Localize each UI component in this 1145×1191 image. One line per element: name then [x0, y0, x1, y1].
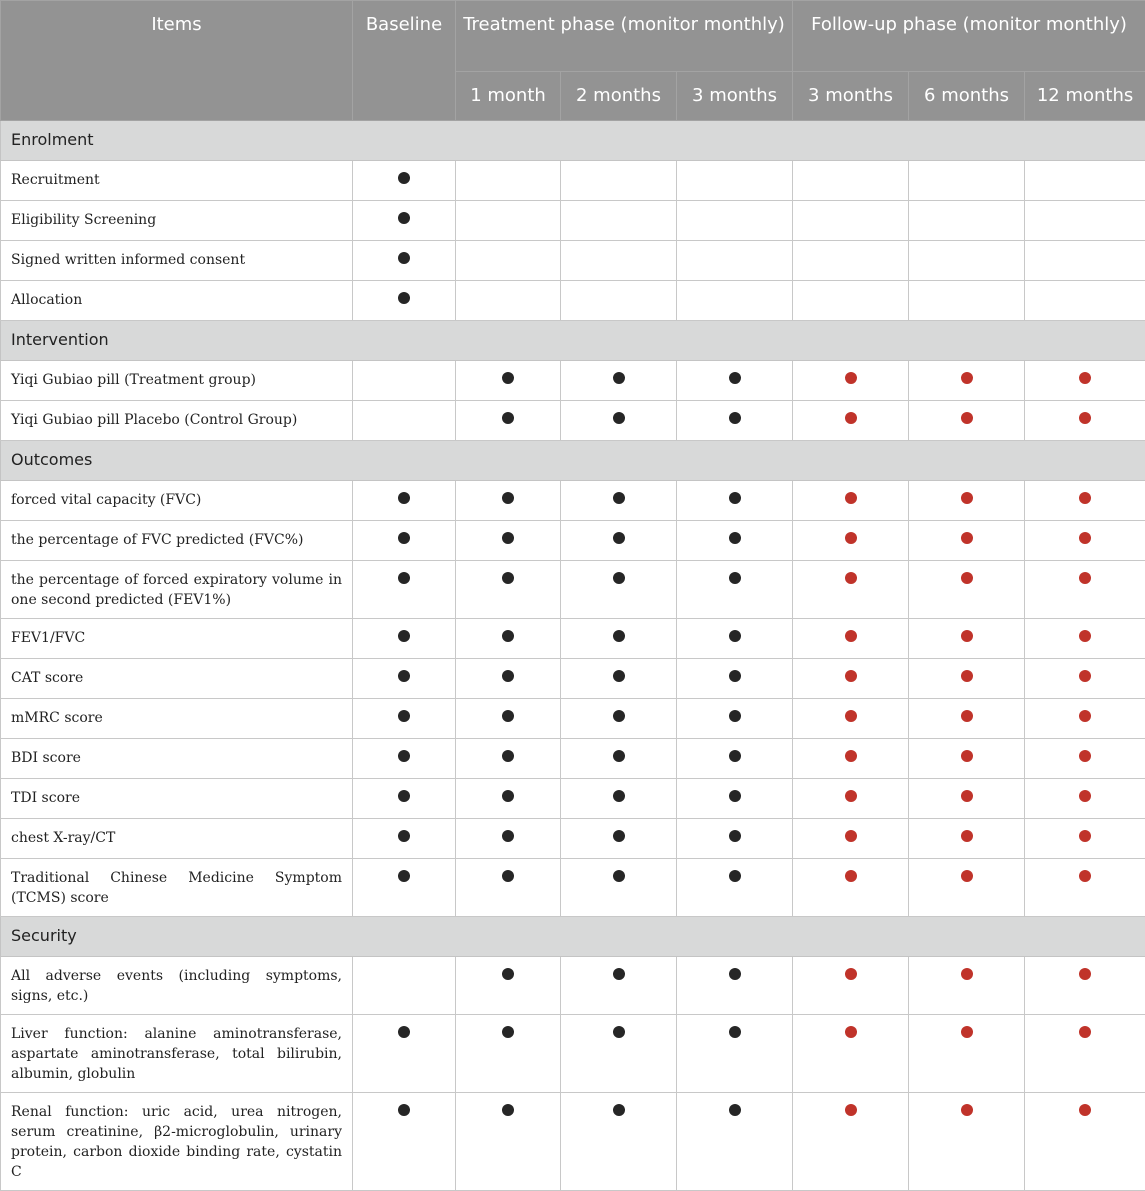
red-dot-icon [845, 670, 857, 682]
cell-treatment-1-month [456, 561, 561, 619]
red-dot-icon [961, 1026, 973, 1038]
cell-treatment-3-months [677, 481, 793, 521]
cell-treatment-2-months [561, 361, 677, 401]
red-dot-icon [845, 1026, 857, 1038]
black-dot-icon [398, 870, 410, 882]
cell-treatment-3-months [677, 561, 793, 619]
cell-treatment-2-months [561, 739, 677, 779]
header-followup-phase: Follow-up phase (monitor monthly) [793, 1, 1145, 72]
cell-treatment-2-months [561, 281, 677, 321]
cell-baseline [353, 1093, 456, 1191]
red-dot-icon [961, 790, 973, 802]
black-dot-icon [502, 750, 514, 762]
cell-baseline [353, 161, 456, 201]
black-dot-icon [398, 212, 410, 224]
red-dot-icon [1079, 412, 1091, 424]
black-dot-icon [398, 1104, 410, 1116]
cell-followup-12-months [1025, 161, 1145, 201]
black-dot-icon [398, 750, 410, 762]
black-dot-icon [729, 790, 741, 802]
red-dot-icon [961, 830, 973, 842]
cell-baseline [353, 481, 456, 521]
header-followup-12-months: 12 months [1025, 72, 1145, 121]
black-dot-icon [729, 870, 741, 882]
table-row [1, 521, 1145, 561]
black-dot-icon [729, 750, 741, 762]
black-dot-icon [398, 292, 410, 304]
black-dot-icon [613, 630, 625, 642]
item-label: forced vital capacity (FVC) [1, 481, 353, 521]
black-dot-icon [613, 1104, 625, 1116]
cell-followup-3-months [793, 619, 909, 659]
cell-treatment-3-months [677, 1015, 793, 1093]
black-dot-icon [729, 670, 741, 682]
cell-followup-6-months [909, 619, 1025, 659]
cell-followup-12-months [1025, 819, 1145, 859]
cell-treatment-3-months [677, 241, 793, 281]
black-dot-icon [502, 790, 514, 802]
item-label: TDI score [1, 779, 353, 819]
section-row [1, 441, 1145, 481]
cell-followup-12-months [1025, 957, 1145, 1015]
cell-followup-3-months [793, 1015, 909, 1093]
black-dot-icon [398, 252, 410, 264]
table-row [1, 561, 1145, 619]
header-treatment-phase: Treatment phase (monitor monthly) [456, 1, 793, 72]
black-dot-icon [613, 532, 625, 544]
red-dot-icon [961, 750, 973, 762]
cell-followup-6-months [909, 561, 1025, 619]
item-label: Renal function: uric acid, urea nitrogen, serum creatinine, β2-microglobulin, urinary protein, carbon dioxide binding rate, cystatin C [1, 1093, 353, 1191]
cell-followup-12-months [1025, 481, 1145, 521]
item-label: Yiqi Gubiao pill Placebo (Control Group) [1, 401, 353, 441]
cell-treatment-2-months [561, 561, 677, 619]
black-dot-icon [502, 492, 514, 504]
cell-baseline [353, 859, 456, 917]
item-label: Yiqi Gubiao pill (Treatment group) [1, 361, 353, 401]
cell-treatment-2-months [561, 481, 677, 521]
cell-treatment-2-months [561, 619, 677, 659]
item-label: the percentage of forced expiratory volume in one second predicted (FEV1%) [1, 561, 353, 619]
red-dot-icon [1079, 630, 1091, 642]
cell-treatment-2-months [561, 779, 677, 819]
cell-followup-12-months [1025, 1093, 1145, 1191]
red-dot-icon [961, 532, 973, 544]
cell-followup-12-months [1025, 699, 1145, 739]
black-dot-icon [613, 870, 625, 882]
item-label: chest X-ray/CT [1, 819, 353, 859]
red-dot-icon [961, 968, 973, 980]
cell-followup-6-months [909, 481, 1025, 521]
cell-followup-6-months [909, 241, 1025, 281]
cell-treatment-1-month [456, 281, 561, 321]
cell-followup-6-months [909, 957, 1025, 1015]
cell-baseline [353, 779, 456, 819]
cell-treatment-2-months [561, 859, 677, 917]
cell-followup-12-months [1025, 521, 1145, 561]
cell-followup-6-months [909, 779, 1025, 819]
header-treatment-3-months: 3 months [677, 72, 793, 121]
black-dot-icon [613, 670, 625, 682]
black-dot-icon [502, 1026, 514, 1038]
header-items: Items [1, 1, 353, 121]
cell-baseline [353, 561, 456, 619]
table-row [1, 819, 1145, 859]
cell-treatment-1-month [456, 619, 561, 659]
black-dot-icon [729, 968, 741, 980]
red-dot-icon [845, 372, 857, 384]
cell-followup-6-months [909, 739, 1025, 779]
red-dot-icon [1079, 1026, 1091, 1038]
black-dot-icon [613, 492, 625, 504]
red-dot-icon [845, 870, 857, 882]
black-dot-icon [613, 750, 625, 762]
black-dot-icon [398, 532, 410, 544]
cell-treatment-3-months [677, 957, 793, 1015]
black-dot-icon [398, 670, 410, 682]
red-dot-icon [961, 572, 973, 584]
cell-treatment-2-months [561, 1015, 677, 1093]
red-dot-icon [961, 372, 973, 384]
cell-treatment-1-month [456, 161, 561, 201]
black-dot-icon [398, 710, 410, 722]
red-dot-icon [961, 412, 973, 424]
cell-followup-3-months [793, 699, 909, 739]
cell-treatment-3-months [677, 1093, 793, 1191]
black-dot-icon [729, 1026, 741, 1038]
black-dot-icon [729, 572, 741, 584]
black-dot-icon [502, 1104, 514, 1116]
cell-followup-12-months [1025, 281, 1145, 321]
red-dot-icon [1079, 532, 1091, 544]
cell-followup-6-months [909, 859, 1025, 917]
red-dot-icon [845, 710, 857, 722]
cell-baseline [353, 819, 456, 859]
black-dot-icon [502, 710, 514, 722]
cell-followup-12-months [1025, 201, 1145, 241]
cell-followup-6-months [909, 659, 1025, 699]
table-header [1, 1, 1145, 121]
item-label: Allocation [1, 281, 353, 321]
black-dot-icon [729, 492, 741, 504]
table-row [1, 739, 1145, 779]
cell-followup-6-months [909, 361, 1025, 401]
item-label: mMRC score [1, 699, 353, 739]
cell-baseline [353, 619, 456, 659]
red-dot-icon [961, 710, 973, 722]
item-label: Liver function: alanine aminotransferase, aspartate aminotransferase, total bilirubin, albumin, globulin [1, 1015, 353, 1093]
cell-baseline [353, 957, 456, 1015]
cell-treatment-2-months [561, 819, 677, 859]
cell-followup-3-months [793, 957, 909, 1015]
red-dot-icon [1079, 968, 1091, 980]
black-dot-icon [502, 372, 514, 384]
black-dot-icon [398, 830, 410, 842]
cell-treatment-2-months [561, 201, 677, 241]
item-label: CAT score [1, 659, 353, 699]
table-row [1, 481, 1145, 521]
black-dot-icon [502, 968, 514, 980]
cell-treatment-1-month [456, 699, 561, 739]
table-row [1, 659, 1145, 699]
section-row [1, 321, 1145, 361]
cell-treatment-3-months [677, 819, 793, 859]
cell-followup-12-months [1025, 361, 1145, 401]
black-dot-icon [729, 532, 741, 544]
item-label: the percentage of FVC predicted (FVC%) [1, 521, 353, 561]
cell-treatment-2-months [561, 957, 677, 1015]
black-dot-icon [613, 572, 625, 584]
cell-followup-3-months [793, 241, 909, 281]
table-row [1, 1015, 1145, 1093]
red-dot-icon [1079, 870, 1091, 882]
section-title: Security [1, 917, 1145, 957]
cell-treatment-3-months [677, 659, 793, 699]
item-label: Recruitment [1, 161, 353, 201]
red-dot-icon [1079, 710, 1091, 722]
table-row [1, 1093, 1145, 1191]
section-title: Enrolment [1, 121, 1145, 161]
cell-followup-12-months [1025, 401, 1145, 441]
header-followup-6-months: 6 months [909, 72, 1025, 121]
table-row [1, 401, 1145, 441]
red-dot-icon [1079, 372, 1091, 384]
table-row [1, 201, 1145, 241]
red-dot-icon [1079, 790, 1091, 802]
red-dot-icon [1079, 1104, 1091, 1116]
cell-treatment-2-months [561, 241, 677, 281]
cell-followup-3-months [793, 659, 909, 699]
black-dot-icon [398, 572, 410, 584]
cell-followup-3-months [793, 859, 909, 917]
cell-treatment-1-month [456, 361, 561, 401]
red-dot-icon [961, 630, 973, 642]
cell-treatment-1-month [456, 957, 561, 1015]
cell-followup-3-months [793, 779, 909, 819]
cell-followup-3-months [793, 819, 909, 859]
cell-followup-3-months [793, 561, 909, 619]
cell-baseline [353, 659, 456, 699]
red-dot-icon [845, 968, 857, 980]
black-dot-icon [398, 790, 410, 802]
item-label: Traditional Chinese Medicine Symptom (TCMS) score [1, 859, 353, 917]
black-dot-icon [502, 830, 514, 842]
cell-treatment-3-months [677, 401, 793, 441]
black-dot-icon [502, 412, 514, 424]
cell-followup-6-months [909, 1093, 1025, 1191]
cell-baseline [353, 1015, 456, 1093]
cell-treatment-3-months [677, 361, 793, 401]
cell-followup-12-months [1025, 1015, 1145, 1093]
black-dot-icon [398, 492, 410, 504]
item-label: Signed written informed consent [1, 241, 353, 281]
cell-treatment-1-month [456, 521, 561, 561]
cell-treatment-1-month [456, 779, 561, 819]
header-treatment-2-months: 2 months [561, 72, 677, 121]
table-row [1, 361, 1145, 401]
cell-treatment-1-month [456, 201, 561, 241]
cell-treatment-2-months [561, 659, 677, 699]
table-row [1, 161, 1145, 201]
cell-followup-12-months [1025, 241, 1145, 281]
cell-treatment-3-months [677, 201, 793, 241]
red-dot-icon [1079, 830, 1091, 842]
item-label: FEV1/FVC [1, 619, 353, 659]
cell-treatment-3-months [677, 779, 793, 819]
cell-baseline [353, 401, 456, 441]
cell-treatment-2-months [561, 401, 677, 441]
red-dot-icon [845, 750, 857, 762]
red-dot-icon [961, 1104, 973, 1116]
cell-treatment-2-months [561, 161, 677, 201]
header-baseline: Baseline [353, 1, 456, 121]
section-title: Outcomes [1, 441, 1145, 481]
red-dot-icon [845, 492, 857, 504]
cell-treatment-2-months [561, 699, 677, 739]
table-row [1, 957, 1145, 1015]
black-dot-icon [502, 532, 514, 544]
black-dot-icon [729, 1104, 741, 1116]
cell-treatment-3-months [677, 699, 793, 739]
cell-treatment-3-months [677, 281, 793, 321]
cell-followup-3-months [793, 401, 909, 441]
cell-baseline [353, 521, 456, 561]
cell-treatment-3-months [677, 619, 793, 659]
cell-followup-3-months [793, 739, 909, 779]
table-body [1, 121, 1145, 1191]
cell-followup-6-months [909, 201, 1025, 241]
cell-treatment-3-months [677, 739, 793, 779]
header-followup-3-months: 3 months [793, 72, 909, 121]
section-title: Intervention [1, 321, 1145, 361]
table-row [1, 779, 1145, 819]
red-dot-icon [1079, 492, 1091, 504]
red-dot-icon [1079, 572, 1091, 584]
cell-followup-3-months [793, 521, 909, 561]
cell-treatment-1-month [456, 859, 561, 917]
cell-baseline [353, 361, 456, 401]
cell-followup-12-months [1025, 779, 1145, 819]
cell-followup-6-months [909, 401, 1025, 441]
cell-followup-3-months [793, 1093, 909, 1191]
item-label: Eligibility Screening [1, 201, 353, 241]
cell-followup-3-months [793, 161, 909, 201]
cell-followup-6-months [909, 521, 1025, 561]
cell-followup-12-months [1025, 859, 1145, 917]
black-dot-icon [502, 670, 514, 682]
cell-baseline [353, 699, 456, 739]
cell-followup-6-months [909, 161, 1025, 201]
cell-treatment-1-month [456, 241, 561, 281]
black-dot-icon [729, 830, 741, 842]
red-dot-icon [1079, 670, 1091, 682]
black-dot-icon [613, 1026, 625, 1038]
black-dot-icon [729, 710, 741, 722]
cell-treatment-1-month [456, 659, 561, 699]
cell-treatment-1-month [456, 819, 561, 859]
red-dot-icon [845, 630, 857, 642]
black-dot-icon [729, 412, 741, 424]
red-dot-icon [845, 790, 857, 802]
black-dot-icon [729, 630, 741, 642]
cell-followup-3-months [793, 481, 909, 521]
black-dot-icon [613, 830, 625, 842]
cell-followup-6-months [909, 699, 1025, 739]
black-dot-icon [502, 630, 514, 642]
cell-followup-3-months [793, 201, 909, 241]
cell-baseline [353, 201, 456, 241]
black-dot-icon [502, 572, 514, 584]
cell-followup-12-months [1025, 619, 1145, 659]
cell-followup-3-months [793, 361, 909, 401]
red-dot-icon [961, 670, 973, 682]
item-label: BDI score [1, 739, 353, 779]
cell-followup-6-months [909, 281, 1025, 321]
cell-treatment-1-month [456, 739, 561, 779]
section-row [1, 917, 1145, 957]
cell-followup-12-months [1025, 739, 1145, 779]
black-dot-icon [613, 412, 625, 424]
red-dot-icon [845, 1104, 857, 1116]
cell-followup-12-months [1025, 659, 1145, 699]
black-dot-icon [398, 172, 410, 184]
black-dot-icon [398, 630, 410, 642]
cell-treatment-3-months [677, 521, 793, 561]
item-label: All adverse events (including symptoms, signs, etc.) [1, 957, 353, 1015]
cell-followup-6-months [909, 1015, 1025, 1093]
red-dot-icon [845, 532, 857, 544]
cell-treatment-1-month [456, 1093, 561, 1191]
cell-followup-6-months [909, 819, 1025, 859]
cell-treatment-1-month [456, 401, 561, 441]
red-dot-icon [845, 412, 857, 424]
black-dot-icon [613, 968, 625, 980]
header-treatment-1-month: 1 month [456, 72, 561, 121]
red-dot-icon [845, 572, 857, 584]
red-dot-icon [961, 492, 973, 504]
cell-baseline [353, 739, 456, 779]
black-dot-icon [613, 372, 625, 384]
cell-treatment-2-months [561, 1093, 677, 1191]
cell-baseline [353, 241, 456, 281]
table-row [1, 859, 1145, 917]
section-row [1, 121, 1145, 161]
red-dot-icon [845, 830, 857, 842]
black-dot-icon [729, 372, 741, 384]
cell-treatment-3-months [677, 859, 793, 917]
red-dot-icon [961, 870, 973, 882]
black-dot-icon [613, 710, 625, 722]
red-dot-icon [1079, 750, 1091, 762]
table-row [1, 699, 1145, 739]
black-dot-icon [613, 790, 625, 802]
cell-followup-12-months [1025, 561, 1145, 619]
cell-treatment-1-month [456, 1015, 561, 1093]
cell-treatment-1-month [456, 481, 561, 521]
table-row [1, 281, 1145, 321]
table-row [1, 241, 1145, 281]
black-dot-icon [398, 1026, 410, 1038]
table-row [1, 619, 1145, 659]
cell-treatment-2-months [561, 521, 677, 561]
cell-followup-3-months [793, 281, 909, 321]
cell-treatment-3-months [677, 161, 793, 201]
black-dot-icon [502, 870, 514, 882]
cell-baseline [353, 281, 456, 321]
